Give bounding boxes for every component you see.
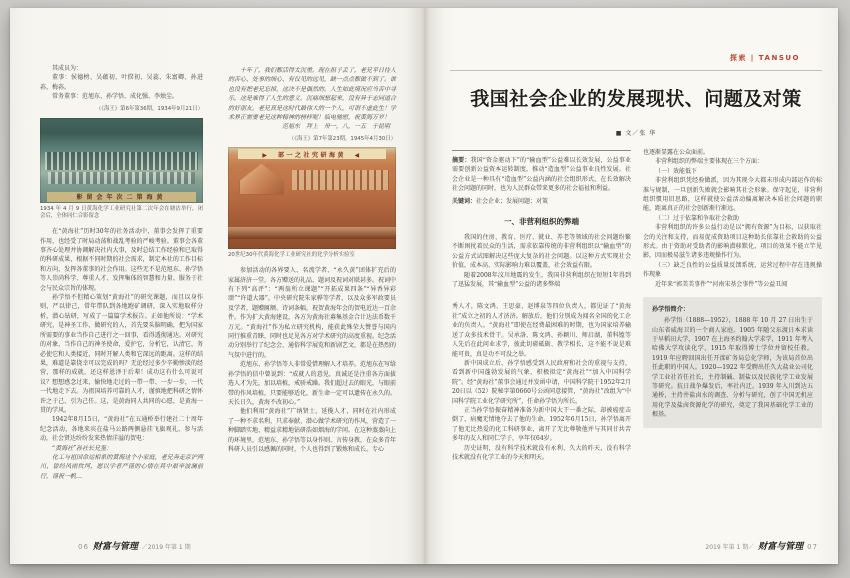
issue-info: ／2019 年第 1 期 (141, 544, 191, 551)
photo-bench-shape (228, 227, 396, 239)
continued-paragraph: 正当孙学悟振奋精神准备为新中国大干一番之际，却被癌症击倒了，病魔无情地夺去了他的生命。1952年6月15日，孙学悟离开了他无比热爱的化工科研事业，离开了无比尊敬他并与其同甘共苦多年的友人和同仁学子，享年仅64岁。 (452, 406, 631, 443)
open-magazine (10, 8, 838, 564)
magazine-logotype: 财富与管理 (758, 542, 804, 552)
continued-paragraph: 新中国成立后，孙学悟感受到人民政府和社会的重视与支持，看到新中国蓬勃发展的气象，积极拟定“黄海社”“加入中国科学院”。经“黄海社”董事会通过并发函申请，中国科学院于1952年2月20日以（52）院秘字第0660号公函同意接管，“黄海社”改组为“中国科学院工业化学研究所”，任命孙学悟为所长。 (452, 359, 631, 405)
body-paragraph: 随着2008年汶川地震的发生，我国非营利组织在短短1年得到了迅猛发展，其“输血型”公益的诸多弊端 (452, 271, 631, 289)
abstract-text: 我国“资金驱动下”的“输血型”公益难以长效发展，公益事业需要创新公益资本运转制度，推动“造血型”公益事业良性发展。社会企业是一种具有“造血型”公益内涵的社会组织形式，在长效解决社会问题的同时，也为人民群众带来更多的社会福祉和利益。 (452, 157, 631, 193)
article-title: 我国社会企业的发展现状、问题及对策 (470, 88, 802, 110)
memorial-letter: 十年了，我们都活得太沉重。现在担子丢了，老兄平日待人的苦心、处事的细心、有仅见的远见，缺一点点都做不到了。谁也没有把老兄忘掉，这决不是偶然的。人生如此境况应当苦中寻乐，这是难得了人生的意义。沉痛细想起来，没有异于志同道合的好朋友。老兄真是这时代最伟大的一个人，可谓不虚此生！学术界正需要老兄这种精神的榜样呢！临电驰慰，祝黄海万岁！ (228, 67, 397, 122)
body-paragraph: 范旭东、孙学悟等人非常爱惜理解人才培养。范旭东在写给孙学悟的信中曾说到：“成就人的意见，真诚还是注重各方面拔选人才为先，加以培植，戒骄戒躁。我们超过去的眼光，与眼前带的作风培植，只要能够适化，新生命一定可以遗传在永久的。天长日久，黄海不改初心。” (228, 361, 397, 406)
photo-banner-text: 影留会年次二第海黄 (47, 192, 197, 202)
group-photo-1934 (40, 118, 203, 203)
section-heading-1: 一、非营利组织的弊端 (504, 217, 579, 227)
biography-title: 孙学悟简介： (652, 306, 690, 314)
photo-caption-1: 1934 年 4 月 9 日黄海化学工业研究社第二次年会在塘沽举行，闭会后，全体同仁合影留念 (40, 205, 203, 220)
board-directors-line: 董事：侯德榜、吴蕴初、叶揆初、吴蕊、朱富卿、孙进荪、梅荪。 (40, 74, 203, 91)
body-paragraph: 参加活动的各界要人、名流学者、“永久黄”团体扩充后的家属济济一堂，各方赠送的礼品、题词及祝词对联甚多。祝词中有下列“高评”：“两翁所立课题”“开拓成果四条”“异香异彩颂”“许道大器”。中央研究院朱家骅等学者，以及众多军政要员及学者，题赠匾额、诗词条幅，祝贺黄海年会的贺电近达一百余件。作为扩大黄海建设，各方为黄海社募集基金合计达法币数千万元。“黄海社”作为私立研究机构，能获此殊荣大赞誉与国内同行推重青睐，同时也足见各方对学术研究的高度重视。纪念活动分别举行了纪念会、通俗科学展览和新剧艺文，都是在热烈的气氛中进行的。 (228, 267, 397, 359)
keywords-label: 关键词： (452, 197, 477, 205)
body-paragraph: 在“黄海社”历时30年的社务活动中，董事会发挥了重要作用，也经受了时局动荡和战乱考验的严峻考验。董事会各董事齐心处理并协调解决社内大事，及时总结工作经验和已取得的科研成果，根据不同时期的社会需求，制定本社的工作目标和方向，发挥各董事的社会作用。这些无不是范旭东、孙学悟等人崇尚科学、尊重人才、发挥集体的智慧和力量、服务于社会与民众宗旨的体现。 (40, 228, 203, 292)
body-paragraph: 非营利组织凭经验做派，因为其现今大都未形成内部运作的标准与规制，一旦创新失败就会影响其社会形象。保守起见，非营利组织惯用旧思路，这样就使公益活动偏离解决本质社会问题的职能，距离真正的社会创新渐行渐远。 (643, 177, 822, 213)
right-page-footer (570, 539, 818, 552)
body-paragraph: 我国的住房、教育、医疗、就业、养老等领域的社会问题纷繁不断困扰着民众的生活，需求依靠传统的非营利组织以“输血型”的公益方式试图解决这些庞大复杂的社会问题。以这种方式实现社会价值，成本高、实际影响力难以覆盖，社会效益有限。 (452, 234, 631, 270)
subheading-2: （二）过于依靠和争取社会救助 (655, 214, 740, 222)
photo-skylight-shape (240, 164, 284, 195)
body-paragraph: 也逐渐显露在公众面前。 (643, 149, 710, 156)
board-standing-line: 常务董事：范旭东、孙学悟、成化强、李烛尘。 (52, 93, 179, 101)
telegram-salutation: “黄海社”孙社长兄鉴： (52, 444, 113, 452)
source-citation-1: （《海王》第6年第36期，1934年9月21日） (95, 105, 203, 112)
continued-paragraph: 秀人才，陈文鸿、王思豪、赵博泉等四位负责人，都见证了“黄海社”成立之初的人才济济。解放后，他们分别成为闻名全国的化工企业的负责人。“黄海社”即使在经费最困难的时期，也为国家培养输送了众多技术骨干。吴承洛、陈文鸿、孙颖川、师启湖、董科镗等人先后在此问业求学，彼此切磋砥砺、教学相长，这不能不说是难能可贵，真是功不可没之举。 (452, 303, 631, 358)
body-paragraph: 非营利组织的许多公益行动是以“拥有资源”为目标，以获取社会的关注和支持，而易促成资助项目这种助长依靠社会救助的公益形式。由于资助对受助者的影响潜移默化，项目的效果不能立竿见影，因而极易滋生诸多违规操作行为。 (643, 224, 822, 260)
photo-windows-shape (292, 170, 389, 190)
continued-paragraph: 历史证明，没有科学技术就没有永利、久大的昨天，没有科学技术就没有化学工业的今天和明天。 (452, 444, 631, 461)
article-byline: ■ 文／张 华 (615, 130, 657, 137)
body-paragraph: 他们利用“黄海社”广纳贤士，延揽人才，同时在社内形成了一种不求名利、只求奉献、潜心做学术研究的作风，营造了一种脚踏实地、精益求精地钻研浩如烟海的学问。在这种蒸蒸向上的环境里，范旭东、孙学悟等以身作则、言传身教，在众多青年科研人员引以感佩的同时，个人也得到了锻炼和成长。专心 (228, 408, 397, 453)
keywords-text: 社会企业；发展问题；对策 (476, 197, 549, 205)
body-paragraph: 1942年8月15日，“黄海社”在五通桥举行建社二十周年纪念活动，各地来宾在盐马公路两侧悬挂飞旗观礼，参与活动，社会贤达纷纷发来热情洋溢的贺电： (40, 416, 203, 443)
left-page-footer (78, 539, 191, 552)
letter-signature: 范旭东 拜上 卅一，八，一五 于昆明 (281, 123, 390, 131)
magazine-logotype: 财富与管理 (92, 542, 138, 552)
page-number-right: 07 (807, 543, 818, 551)
right-page-column-1 (452, 150, 631, 462)
telegram-body: 化工与祖国命运相系的黄海这个小家庭，老兄奔走京沪两川，曾经风雨坎坷，愿以学者严谨的心情在其中艰辛波澜前行，谨祝一帆… (40, 453, 203, 480)
issue-info: 2019 年第 1 期／ (705, 544, 755, 551)
photo-caption-2: 20世纪30年代黄海化学工业研究社的化学分析实验室 (228, 252, 355, 259)
article-separator-gap (452, 289, 631, 302)
left-page-column-1 (40, 64, 203, 481)
body-paragraph: 近年来“郭美美事件”“河南宋基会事件”等公益丑闻 (655, 280, 788, 288)
abstract-block (452, 150, 631, 206)
header-rule (450, 70, 822, 71)
source-citation-2: （《海王》第7年第23期，1945年4月30日） (288, 136, 396, 143)
subheading-3: （三）缺乏良性的公益质量反馈系统，运营过程中存在违规操作现象 (643, 261, 822, 279)
biography-sidebar-box (643, 297, 822, 427)
left-page-column-2 (228, 66, 396, 454)
body-paragraph: 非营利组织的弊端主要体现在三个方面： (655, 158, 764, 166)
left-page (10, 8, 424, 564)
abstract-label: 摘要： (452, 157, 471, 164)
subheading-1: （一）效能低下 (655, 167, 698, 175)
photo-crowd-row (45, 152, 198, 171)
right-page-column-2 (643, 148, 822, 428)
photo-crowd-row-2 (48, 172, 195, 184)
section-tag: 探索 | TANSUO (729, 54, 800, 62)
biography-text: 孙学悟（1888—1952），1888 年 10 月 27 日出生于山东省威海卫的一个商人家庭。1905 年随父东渡日本求读于早稻田大学，1907 在上海圣约翰大学求学，1911 年考入哈佛大学攻读化学，1915 年取得博士学位并留校任教。1919 年应聘回国出任开滦矿务局总化学师，为该局首位出任此职的中国人。1920—1922 年受聘出任久大盐业公司化学工业社首任社长，主持制碱、制盐以及民族化学工业发展等研究。抗日战争爆发后，率社内迁。1939 年入川到达五通桥，主持井盐卤水的调查、分析与研究，创了中国无机应用化学及盐卤资源化学的研究，奠定了我国基础化学工业的根基。 (652, 317, 813, 419)
body-paragraph: 孙学悟不但精心策划“黄海社”的研究课题，而且以身作则，严以律己，常年带队到各地跑矿调研，深入实地取样分析，潜心钻研，写成了一篇篇学术报告。正如他所说：“学术研究，是神圣工作，做研究的人，首先要头脑明确，把为国家所需要的事业当作自己进行之一回事，看得透彻通达。对研究的对象，当作自己的神圣使命，爱护它，分析它，认清它，务必使它和人类接近，同时开解人类和它深远的距离。这样的结果，难道是靠侥幸可以完成的吗？无论经过多少辛勤惨淡的经营，那样的成就，还这样恩泽于后辈！成功这有什么可说可议？想想感念过来，愉快地走过的一带一带、一步一步，一代一代地走下去。为祖国培养可靠的人才，谨慎地把科研之情怀许之于己、引为己任。这，是黄海同人共同的心愿，是黄海一贯的学风。 (40, 294, 203, 414)
photo-banner-text-2: ▶ 部一之社究研海黄 ◀ (238, 149, 386, 159)
page-number-left: 06 (78, 543, 89, 551)
laboratory-photo (228, 147, 396, 249)
board-member-intro: 其成员为： (52, 65, 83, 72)
